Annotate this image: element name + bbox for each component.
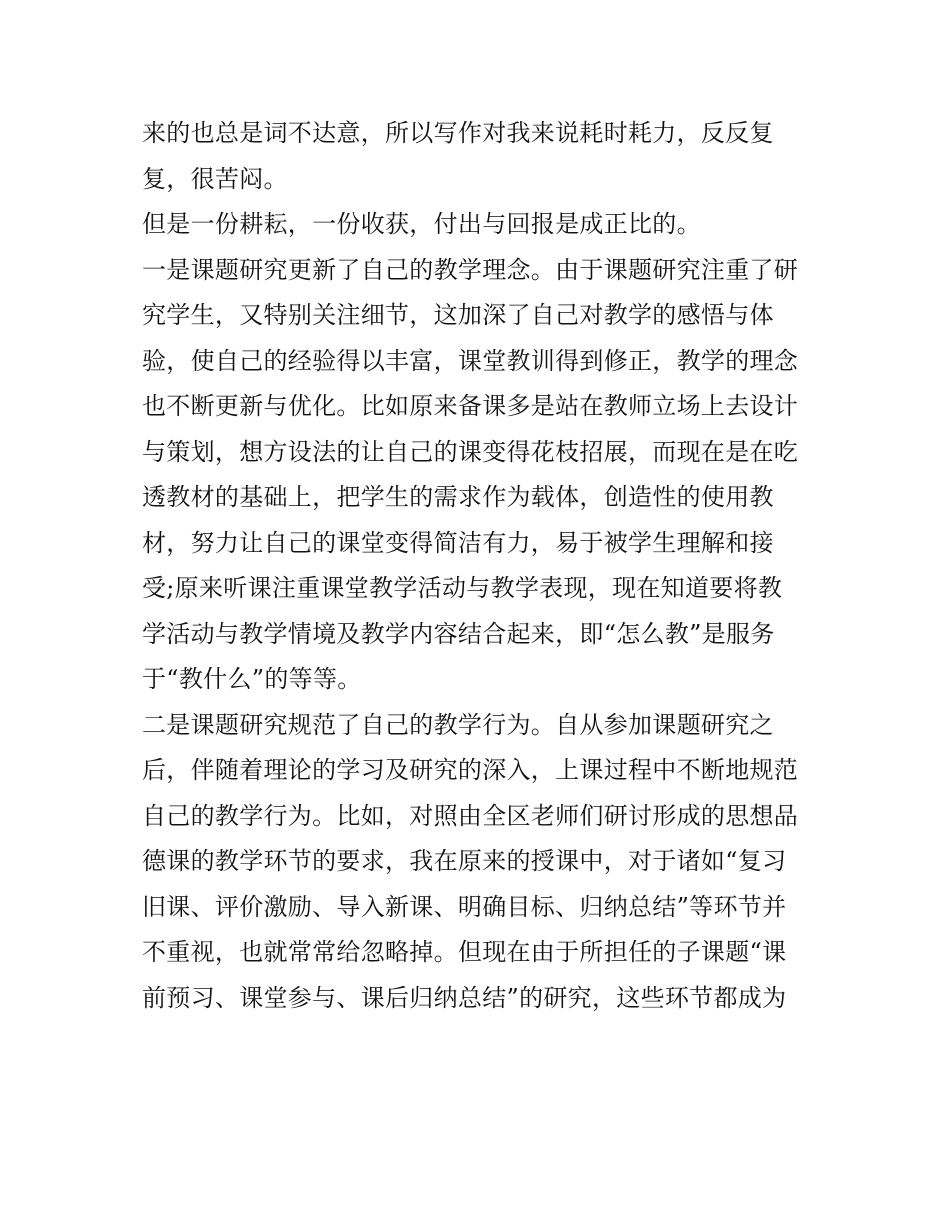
text-line-8: 与策划，想方设法的让自己的课变得花枝招展，而现在是在吃	[142, 437, 799, 466]
body-text	[142, 111, 822, 1021]
text-line-7: 也不断更新与优化。比如原来备课多是站在教师立场上去设计	[142, 392, 799, 420]
text-line-18: 旧课、评价激励、导入新课、明确目标、归纳总结”等环节并	[142, 892, 787, 921]
text-line-15: 后，伴随着理论的学习及研究的深入，上课过程中不断地规范	[142, 756, 799, 784]
text-line-6: 验，使自己的经验得以丰富，课堂教训得到修正，教学的理念	[142, 346, 799, 375]
text-line-19: 不重视，也就常常给忽略掉。但现在由于所担任的子课题“课	[142, 938, 787, 966]
text-line-4: 一是课题研究更新了自己的教学理念。由于课题研究注重了研	[142, 255, 799, 284]
text-line-2: 复，很苦闷。	[142, 164, 288, 193]
text-line-17: 德课的教学环节的要求，我在原来的授课中，对于诸如“复习	[142, 847, 787, 875]
text-line-11: 受;原来听课注重课堂教学活动与教学表现，现在知道要将教	[142, 574, 783, 602]
text-line-9: 透教材的基础上，把学生的需求作为载体，创造性的使用教	[142, 483, 774, 511]
text-line-10: 材，努力让自己的课堂变得简洁有力，易于被学生理解和接	[142, 528, 774, 557]
text-line-12: 学活动与教学情境及教学内容结合起来，即“怎么教”是服务	[142, 619, 775, 648]
text-line-13: 于“教什么”的等等。	[142, 665, 362, 693]
text-line-14: 二是课题研究规范了自己的教学行为。自从参加课题研究之	[142, 710, 774, 739]
text-line-1: 来的也总是词不达意，所以写作对我来说耗时耗力，反反复	[142, 119, 774, 147]
text-line-3: 但是一份耕耘，一份收获，付出与回报是成正比的。	[142, 210, 701, 238]
text-line-16: 自己的教学行为。比如，对照由全区老师们研讨形成的思想品	[142, 801, 799, 830]
text-line-20: 前预习、课堂参与、课后归纳总结”的研究，这些环节都成为	[142, 983, 787, 1012]
text-line-5: 究学生，又特别关注细节，这加深了自己对教学的感悟与体	[142, 301, 774, 329]
